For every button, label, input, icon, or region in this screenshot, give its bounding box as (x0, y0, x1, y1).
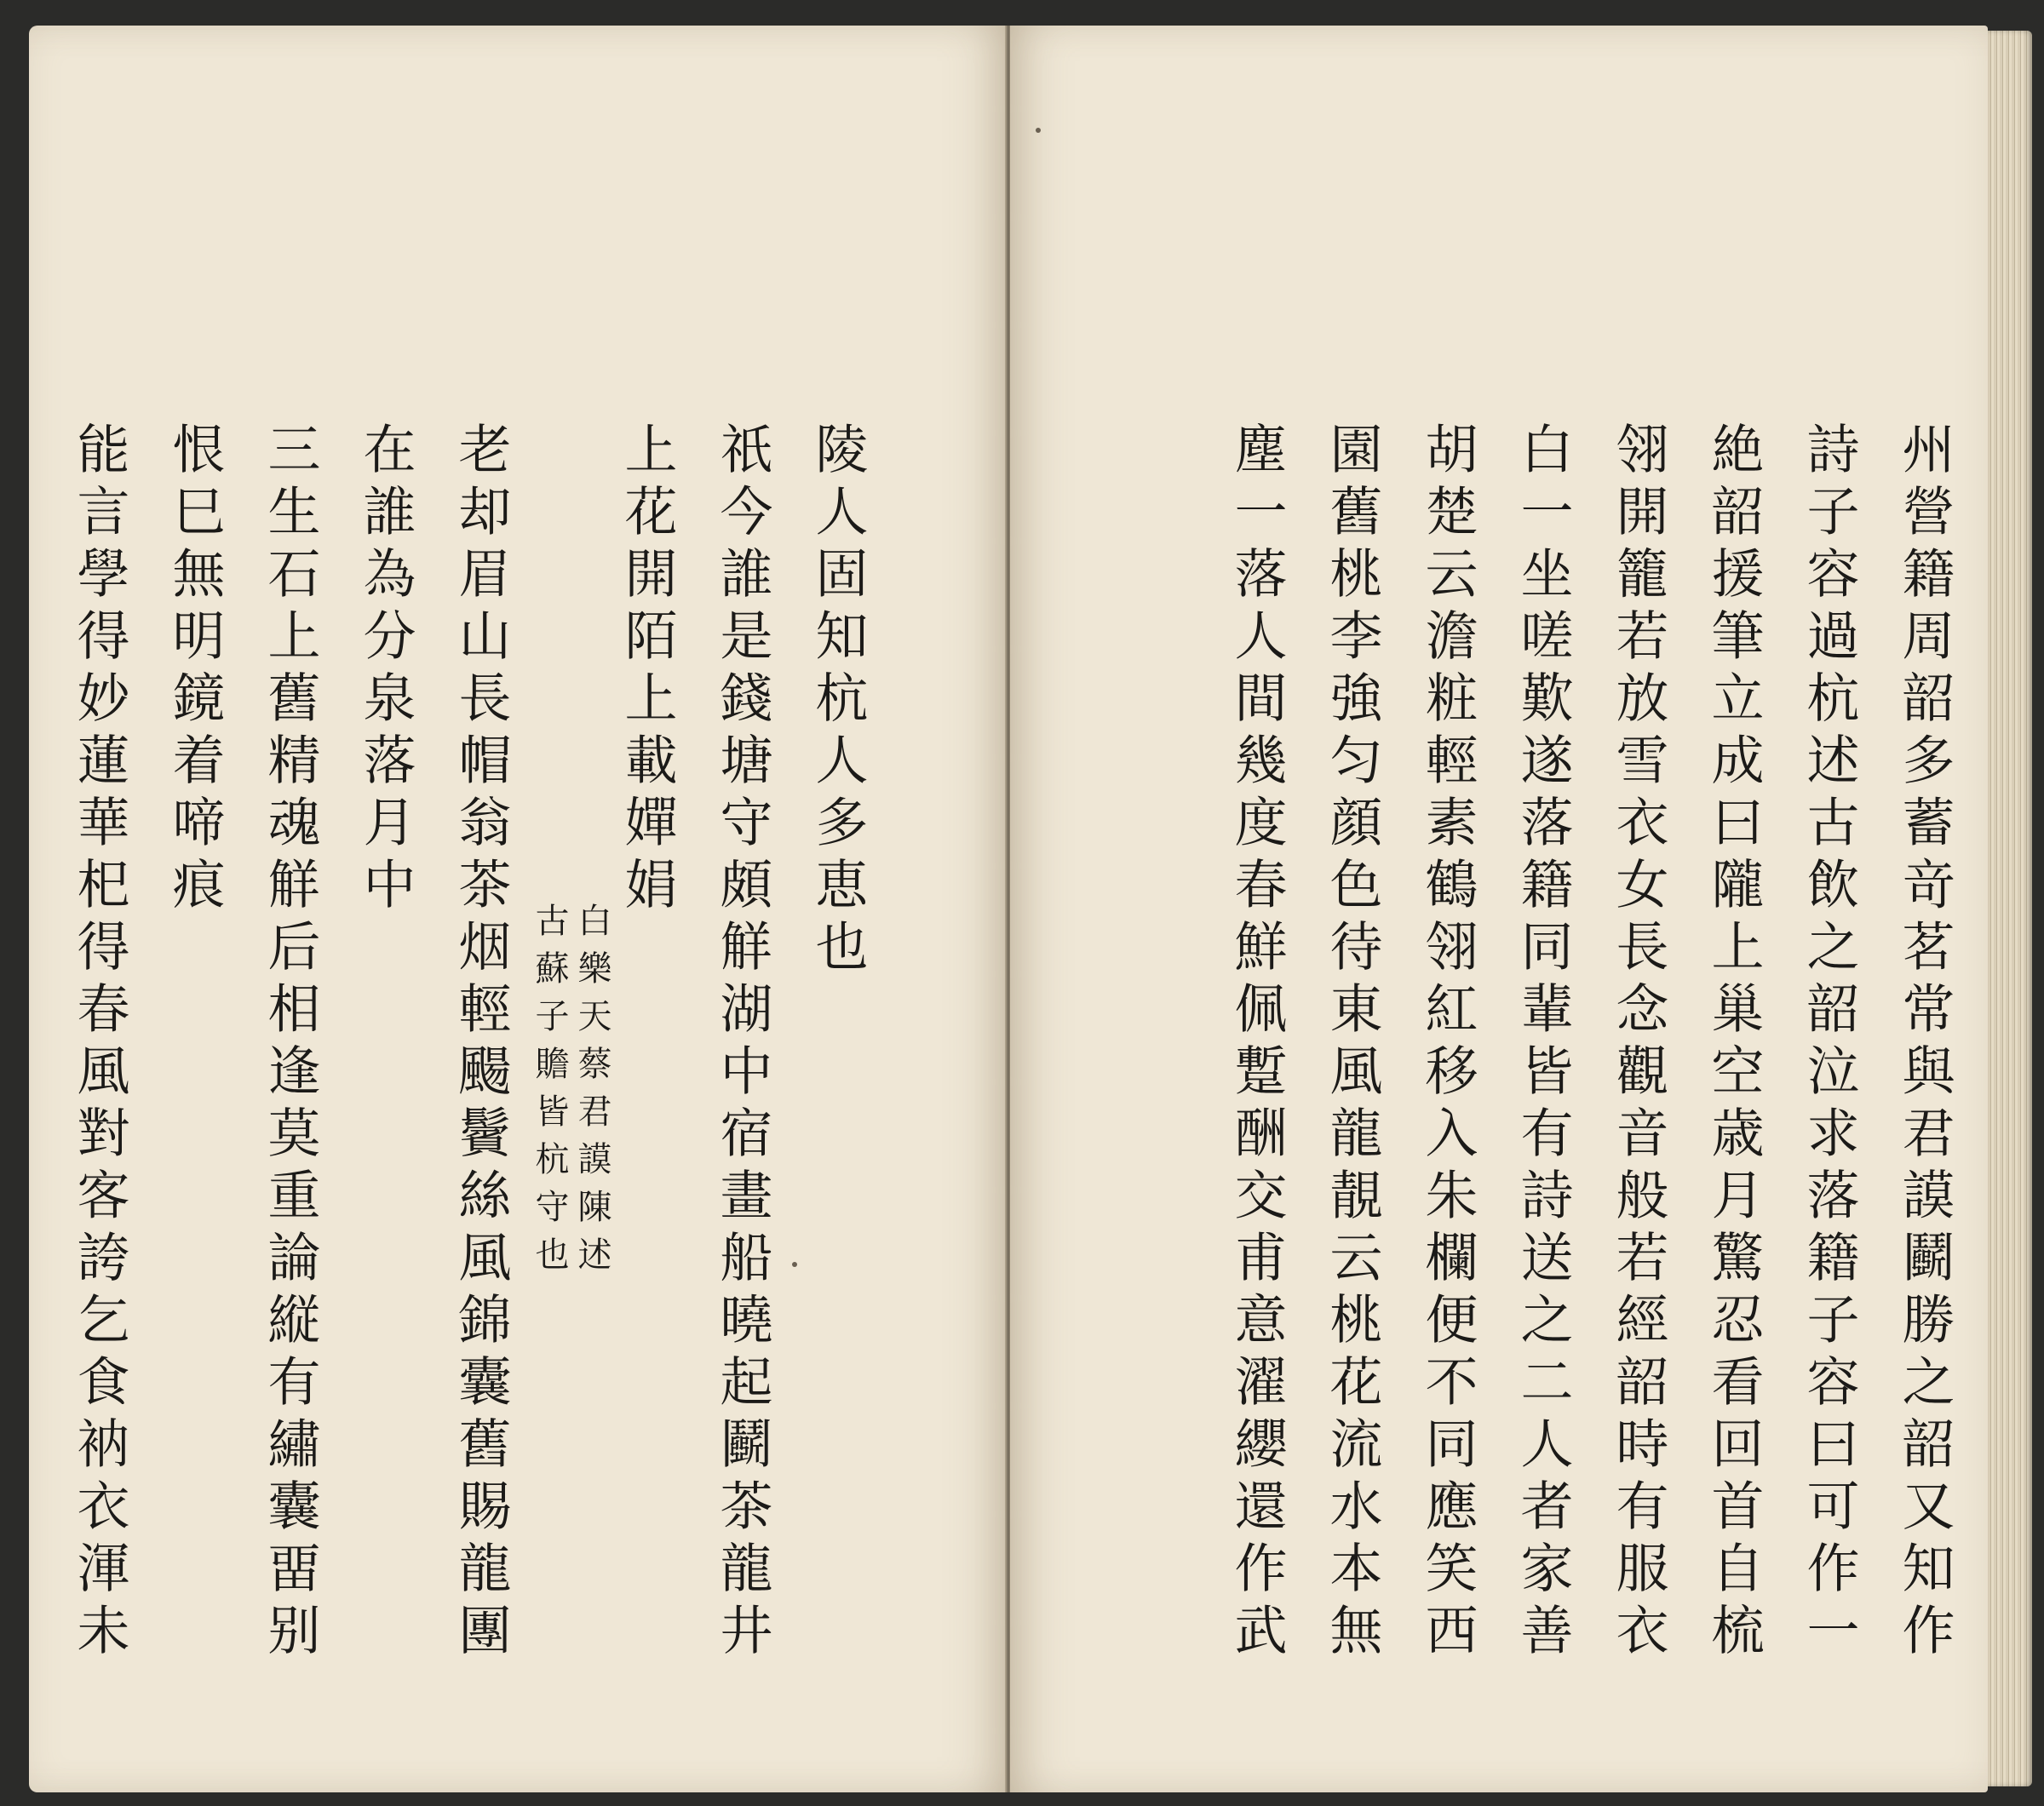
right-column-6: 胡楚云澹粧輕素鶴翎紅移入朱欄便不同應笑西 (1416, 421, 1478, 1665)
left-column-6: 三生石上舊精魂觧后相逢莫重論縦有繡囊畱别 (259, 421, 321, 1665)
right-column-7: 園舊桃李強匀顔色待東風龍靚云桃花流水本無 (1321, 421, 1383, 1665)
left-column-7: 恨巳無明鏡着啼痕 (164, 421, 226, 919)
right-column-8: 塵一落人間幾度春鮮佩蹔酬交甫意濯纓還作武 (1226, 421, 1288, 1665)
left-column-8: 能言學得妙蓮華𣏌得春風對客誇乞食衲衣渾未 (68, 421, 130, 1665)
right-page (1010, 26, 1988, 1792)
right-column-4: 翎開籠若放雪衣女長念觀音般若經韶時有服衣 (1607, 421, 1669, 1665)
left-column-2: 祇今誰是錢塘守頗觧湖中宿畫船曉起鬬茶龍井 (711, 421, 773, 1665)
left-annotation-1: 白樂天蔡君謨陳述 (572, 903, 611, 1284)
right-column-5: 白一坐嗟歎遂落籍同輩皆有詩送之二人者家善 (1512, 421, 1574, 1665)
page-edges (1988, 31, 2032, 1786)
left-column-5: 在誰為分泉落月中 (354, 421, 416, 919)
right-column-1: 州營籍周韶多蓄竒茗常與君謨鬬勝之韶又知作 (1893, 421, 1955, 1665)
right-column-2: 詩子容過杭述古飲之韶泣求落籍子容曰可作一 (1798, 421, 1860, 1665)
open-book (29, 26, 2030, 1792)
left-page (29, 26, 1007, 1792)
left-column-3: 上花開陌上載嬋娟 (616, 421, 678, 919)
left-column-4: 老却眉山長帽翁茶烟輕颺鬢絲風錦囊舊賜龍團 (450, 421, 512, 1665)
ink-dot (792, 1262, 797, 1267)
left-annotation-2: 古蘇子贍皆杭守也 (530, 903, 569, 1284)
ink-dot (1036, 128, 1041, 133)
right-column-3: 絶韶援筆立成曰隴上巢空歳月驚忍看回首自梳 (1702, 421, 1765, 1665)
left-column-1: 陵人固知杭人多恵也 (807, 421, 869, 981)
